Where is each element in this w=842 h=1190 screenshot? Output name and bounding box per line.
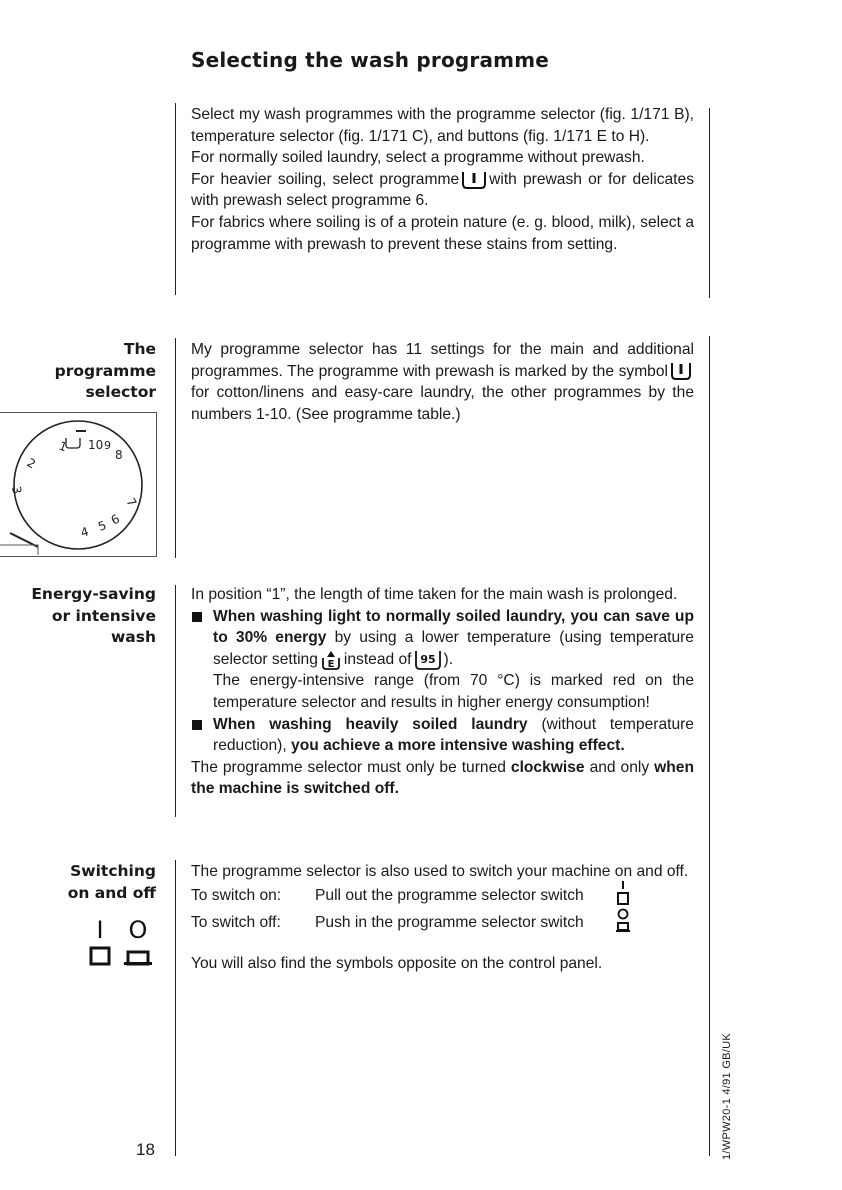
switch-off-row: To switch off: Push in the programme selector switch	[191, 912, 694, 939]
switch-off-icon	[615, 906, 631, 936]
energy-p3: The programme selector must only be turned clockwise and only when the machine is switched off.	[191, 758, 694, 798]
selector-section: My programme selector has 11 settings for the main and additional programmes. The programme with prewash is marked by the symbolfor cotton/linens and easy-care laundry, the other programmes by the numbers 1-10. (See programme table.)	[191, 341, 694, 423]
energy-heading: Energy-saving or intensive wash	[31, 585, 156, 646]
intro-p4: For fabrics where soiling is of a protein nature (e. g. blood, milk), select a programme with prewash to prevent these stains from setting.	[191, 213, 694, 253]
prewash-symbol-icon	[461, 171, 487, 189]
svg-text:2: 2	[24, 455, 39, 472]
energy-section	[191, 584, 694, 800]
energy-bullet-1-note: The energy-intensive range (from 70 °C) is marked red on the temperature selector and results in higher energy consumption!	[213, 672, 694, 711]
svg-text:9: 9	[104, 439, 111, 452]
energy-bullet-1: When washing light to normally soiled laundry, you can save up to 30% energy by using a lower temperature (using temperature selector setting E instead of 95 ).	[191, 606, 694, 671]
svg-text:1: 1	[56, 438, 69, 455]
intro-section	[191, 104, 694, 255]
left-rule-2	[175, 338, 176, 558]
energy-bullet-2: When washing heavily soiled laundry (without temperature reduction), you achieve a more intensive washing effect.	[191, 714, 694, 757]
right-rule-1	[709, 108, 710, 298]
svg-text:I: I	[96, 916, 104, 944]
svg-text:3: 3	[9, 485, 25, 496]
svg-text:8: 8	[115, 448, 123, 462]
svg-text:6: 6	[108, 511, 123, 528]
switch-on-row: To switch on: Pull out the programme selector switch	[191, 885, 694, 912]
svg-text:4: 4	[79, 524, 91, 540]
energy-saving-symbol-icon	[320, 650, 342, 670]
svg-text:10: 10	[88, 438, 104, 452]
selector-heading: The programme selector	[54, 340, 156, 401]
right-rule-2	[709, 336, 710, 1156]
switching-intro: The programme selector is also used to switch your machine on and off.	[191, 863, 689, 880]
page-number: 18	[136, 1140, 155, 1159]
left-rule-1	[175, 103, 176, 295]
left-rule-3	[175, 585, 176, 817]
page-title: Selecting the wash programme	[191, 48, 550, 72]
intro-p2: For normally soiled laundry, select a programme without prewash.	[191, 149, 645, 167]
bullet-square-icon	[192, 612, 202, 622]
switch-on-icon	[615, 879, 631, 909]
document-code: 1/WPW20-1 4/91 GB/UK	[721, 1032, 733, 1160]
svg-text:E: E	[327, 658, 335, 670]
intro-p1: Select my wash programmes with the programme selector (fig. 1/171 B), temperature selector (fig. 1/171 C), and buttons (fig. 1/171 E to H).	[191, 106, 694, 145]
svg-text:5: 5	[96, 518, 109, 534]
left-rule-4	[175, 860, 176, 1156]
switching-footer: You will also find the symbols opposite on the control panel.	[191, 954, 603, 972]
programme-dial-icon	[0, 413, 156, 556]
on-off-symbols-icon	[86, 914, 158, 976]
switch-symbols-figure	[86, 914, 158, 981]
switching-heading: Switching on and off	[67, 862, 156, 902]
selector-dial-figure	[0, 412, 157, 557]
intro-p3: For heavier soiling, select programme with prewash or for delicates with prewash select programme 6.	[191, 170, 694, 210]
temperature-95-symbol-icon	[414, 650, 442, 670]
prewash-symbol-icon	[670, 362, 692, 380]
svg-text:7: 7	[123, 495, 140, 510]
switching-section	[191, 861, 694, 974]
energy-p1: In position “1”, the length of time taken for the main wash is prolonged.	[191, 586, 678, 603]
svg-text:O: O	[128, 916, 148, 944]
svg-text:95: 95	[419, 652, 436, 666]
bullet-square-icon	[192, 720, 202, 730]
